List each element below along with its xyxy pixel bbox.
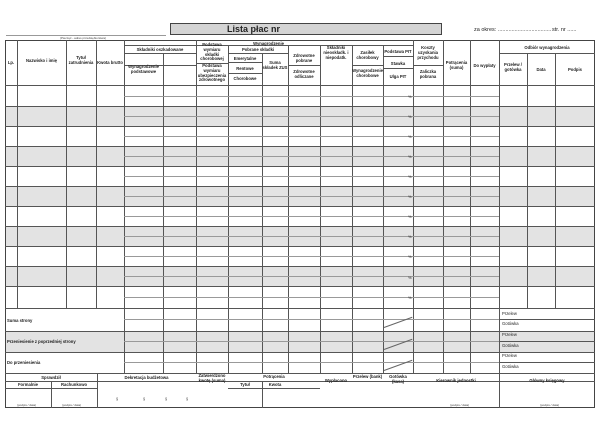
col-pit-base: Podstawa PIT (384, 49, 412, 54)
paragraph-mark: § (143, 396, 146, 401)
col-receipt: Odbiór wynagrodzenia (524, 45, 570, 50)
footer-transfer-bank: Przelew (bank) (352, 374, 383, 379)
summary-transfer: Przelew (502, 332, 517, 337)
percent-mark: % (408, 114, 412, 119)
col-base-components: Składniki oszkadowane (136, 47, 184, 52)
percent-mark: % (408, 275, 412, 280)
date-signature-hint: (podpis / data) (62, 403, 82, 407)
col-transfer-cash: Przelew / gotówka (504, 62, 522, 72)
percent-mark: % (408, 94, 412, 99)
col-non-contrib: Składniki nieoskładk. i niepodatk. (323, 45, 349, 60)
col-pit-relief: Ulga PIT (389, 74, 407, 79)
page-title: Lista płac nr (170, 23, 442, 35)
col-advance: Zaliczka pobrana (419, 69, 437, 79)
col-sick-base: Podstawa wymiaru składki chorobowej (200, 42, 224, 62)
col-pension: Emerytalne (233, 56, 257, 61)
col-signature: Podpis (568, 67, 582, 72)
col-income-costs: Koszty uzyskania przychodu (417, 45, 439, 60)
footer-amount: Kwota (268, 382, 282, 387)
footer-approved: Zatwierdzono kwotę (suma) (198, 373, 226, 383)
footer-accounting: Rachunkowo (60, 382, 88, 387)
footer-title-col: Tytuł (240, 382, 250, 387)
col-to-pay: Do wypłaty (473, 63, 496, 68)
period-field[interactable]: za okres: ................................... (474, 27, 552, 33)
col-health-collected: Zdrowotne pobrane (293, 53, 315, 63)
footer-formal: Formalnie (17, 382, 38, 387)
col-disability: Rentowe (236, 66, 254, 71)
footer-checked: Sprawdził (41, 375, 61, 380)
footer-chief-accountant: Główny księgowy (529, 378, 565, 383)
date-signature-hint: (podpis / data) (540, 403, 560, 407)
percent-mark: % (408, 174, 412, 179)
paragraph-mark: § (165, 396, 168, 401)
summary-page-total: Suma strony (7, 318, 33, 323)
percent-mark: % (408, 295, 412, 300)
percent-mark: % (408, 194, 412, 199)
footer-paid: Wypłacono (324, 378, 348, 383)
summary-carry-forward: Do przeniesienia (7, 360, 41, 365)
col-sickness: Chorobowe (233, 76, 257, 81)
col-rate: Stawka (390, 61, 406, 66)
date-signature-hint: (podpis / data) (450, 403, 470, 407)
col-health-base: Podstawa wymiaru ubezpieczenia zdrowotnego (197, 63, 227, 83)
col-date: Data (536, 67, 546, 72)
date-signature-hint: (podpis / data) (17, 403, 37, 407)
col-lp: Lp. (7, 60, 15, 65)
summary-cash: Gotówka (502, 321, 519, 326)
col-sick-allowance: Zasiłek chorobowy (356, 50, 379, 60)
col-health-deducted: Zdrowotne odliczane (293, 69, 315, 79)
col-name: Nazwisko i imię (26, 58, 57, 63)
footer-unit-head: Kierownik jednostki (436, 378, 476, 383)
percent-mark: % (408, 154, 412, 159)
page-number-field[interactable]: str. nr ...... (552, 27, 577, 33)
summary-cash: Gotówka (502, 343, 519, 348)
paragraph-mark: § (116, 396, 119, 401)
footer-cash-office: Gotówka (kasa) (389, 374, 407, 384)
col-zus-sum: Suma składek ZUS (262, 60, 288, 70)
col-deductions-sum: Potrącenia (suma) (445, 60, 468, 70)
col-deductions: Pobrane składki (241, 47, 275, 52)
percent-mark: % (408, 254, 412, 259)
footer-withholdings: Potrącenia (263, 374, 285, 379)
col-sick-salary: Wynagrodzenie chorobowe (352, 68, 383, 78)
summary-carried-prev: Przeniesienie z poprzedniej strony (7, 339, 76, 344)
footer-budget: Dekretacja budżetowa (124, 375, 169, 380)
percent-mark: % (408, 214, 412, 219)
paragraph-mark: § (186, 396, 189, 401)
col-gross: Kwota brutto (97, 60, 123, 65)
stamp-label: (Pieczęć - adres przedsiębiorstwa) (60, 36, 107, 40)
col-base-salary: Wynagrodzenie podstawowe (128, 64, 159, 74)
percent-mark: % (408, 234, 412, 239)
col-position: Tytuł zatrudnienia (68, 55, 94, 65)
summary-transfer: Przelew (502, 353, 517, 358)
col-remuneration: Wynagrodzenie (253, 41, 284, 46)
percent-mark: % (408, 134, 412, 139)
summary-transfer: Przelew (502, 311, 517, 316)
summary-cash: Gotówka (502, 364, 519, 369)
